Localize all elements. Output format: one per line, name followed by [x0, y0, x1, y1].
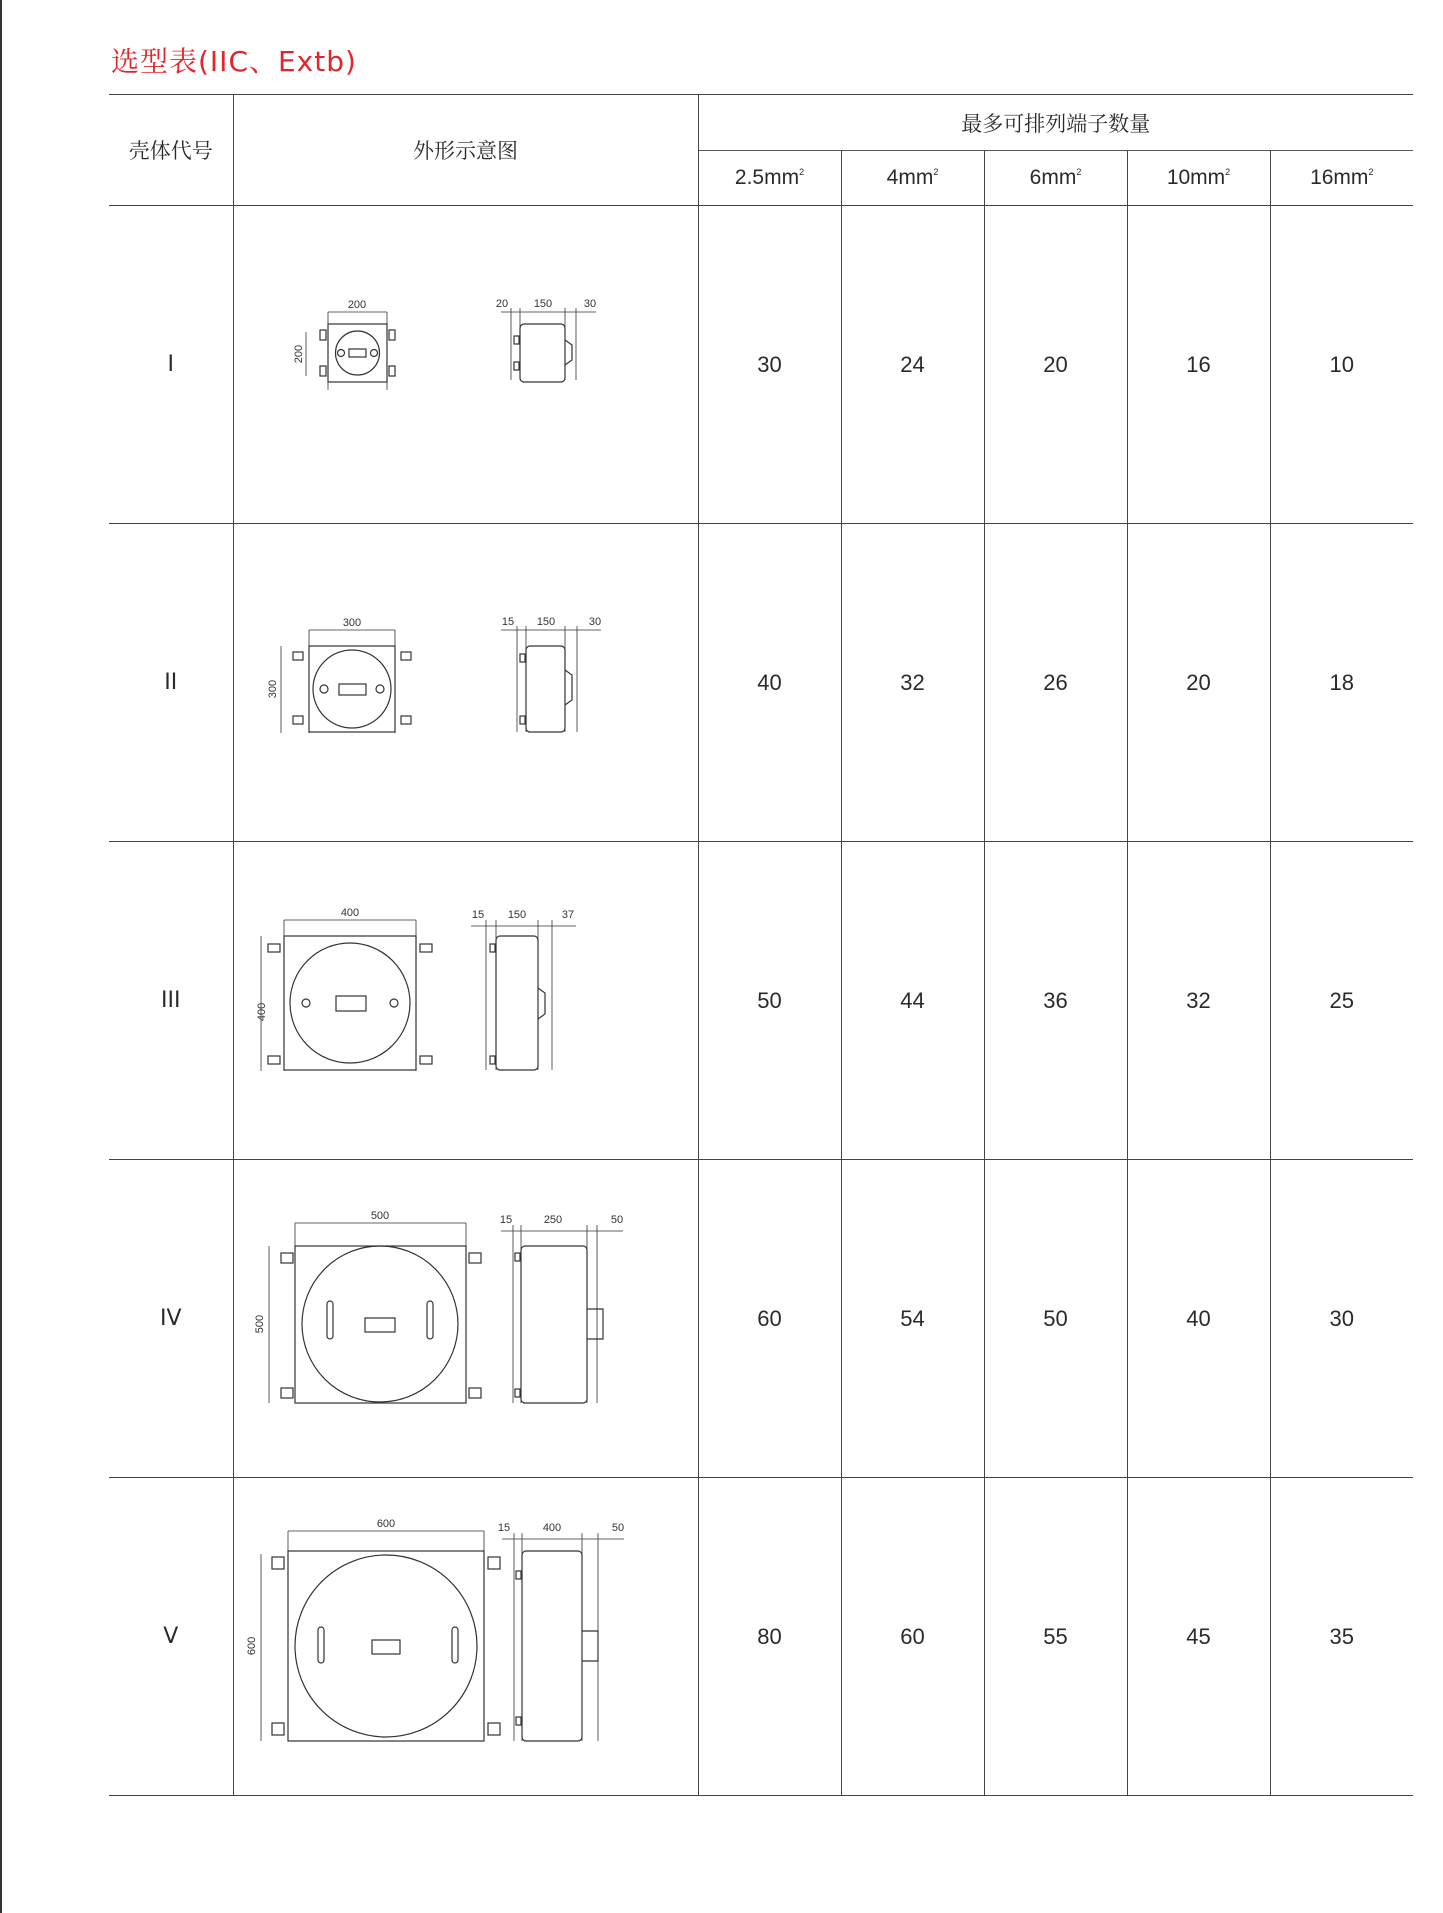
dim-c: 50 [611, 1522, 624, 1534]
outline-cell [233, 524, 698, 842]
enclosure-drawing [256, 906, 676, 1096]
dim-b: 250 [543, 1214, 562, 1226]
count-cell: 45 [1127, 1478, 1270, 1796]
dim-height: 600 [245, 1636, 258, 1656]
dim-c: 30 [583, 297, 596, 310]
dim-width: 600 [376, 1519, 395, 1530]
count-cell: 10 [1270, 206, 1413, 524]
count-cell: 40 [698, 524, 841, 842]
shell-code-cell: V [109, 1478, 233, 1796]
count-cell: 16 [1127, 206, 1270, 524]
count-cell: 32 [841, 524, 984, 842]
header-size-16: $16mm^2$ [1270, 151, 1413, 206]
shell-code-cell: III [109, 842, 233, 1160]
header-size-4: $4mm^2$ [841, 151, 984, 206]
dim-height: 200 [292, 344, 305, 363]
table-row [109, 842, 1413, 1160]
page-title: 选型表(IIC、Extb) [111, 45, 357, 78]
dim-a: 15 [497, 1522, 510, 1534]
outline-cell [233, 1160, 698, 1478]
dim-width: 400 [340, 906, 359, 919]
enclosure-drawing [256, 290, 676, 440]
shell-code-cell: II [109, 524, 233, 842]
dim-b: 150 [536, 615, 555, 628]
enclosure-drawing [251, 1211, 681, 1426]
dim-b: 150 [533, 297, 552, 310]
outline-cell [233, 842, 698, 1160]
count-cell: 25 [1270, 842, 1413, 1160]
table-row [109, 206, 1413, 524]
page-left-rule [0, 0, 2, 1913]
count-cell: 20 [1127, 524, 1270, 842]
dim-height: 300 [266, 679, 279, 698]
count-cell: 26 [984, 524, 1127, 842]
header-size-10: $10mm^2$ [1127, 151, 1270, 206]
dim-width: 500 [370, 1211, 389, 1222]
count-cell: 30 [698, 206, 841, 524]
count-cell: 50 [698, 842, 841, 1160]
count-cell: 30 [1270, 1160, 1413, 1478]
dim-c: 37 [561, 908, 574, 921]
count-cell: 54 [841, 1160, 984, 1478]
count-cell: 60 [841, 1478, 984, 1796]
dim-width: 300 [342, 616, 361, 629]
count-cell: 24 [841, 206, 984, 524]
dim-b: 150 [507, 908, 526, 921]
dim-a: 20 [495, 297, 508, 310]
dim-b: 400 [542, 1522, 561, 1534]
count-cell: 36 [984, 842, 1127, 1160]
enclosure-drawing [256, 608, 676, 758]
header-size-6: $6mm^2$ [984, 151, 1127, 206]
count-cell: 40 [1127, 1160, 1270, 1478]
count-cell: 35 [1270, 1478, 1413, 1796]
header-size-2-5: $2.5mm^2$ [698, 151, 841, 206]
count-cell: 32 [1127, 842, 1270, 1160]
count-cell: 80 [698, 1478, 841, 1796]
shell-code-cell: IV [109, 1160, 233, 1478]
count-cell: 44 [841, 842, 984, 1160]
count-cell: 55 [984, 1478, 1127, 1796]
table-row [109, 1478, 1413, 1796]
dim-a: 15 [471, 908, 484, 921]
outline-cell [233, 206, 698, 524]
dim-width: 200 [347, 298, 366, 311]
count-cell: 60 [698, 1160, 841, 1478]
outline-cell [233, 1478, 698, 1796]
dim-c: 50 [610, 1214, 623, 1226]
enclosure-drawing [246, 1519, 686, 1754]
count-cell: 50 [984, 1160, 1127, 1478]
shell-code-cell: I [109, 206, 233, 524]
header-outline: 外形示意图 [233, 95, 698, 206]
selection-table [109, 94, 1413, 1796]
count-cell: 20 [984, 206, 1127, 524]
header-max-terminals: 最多可排列端子数量 [698, 95, 1413, 151]
header-shell-code: 壳体代号 [109, 95, 233, 206]
count-cell: 18 [1270, 524, 1413, 842]
table-row [109, 524, 1413, 842]
dim-height: 500 [253, 1314, 266, 1334]
dim-a: 15 [501, 615, 514, 628]
table-row [109, 1160, 1413, 1478]
dim-a: 15 [499, 1214, 512, 1226]
dim-c: 30 [588, 615, 601, 628]
dim-height: 400 [255, 1002, 268, 1021]
